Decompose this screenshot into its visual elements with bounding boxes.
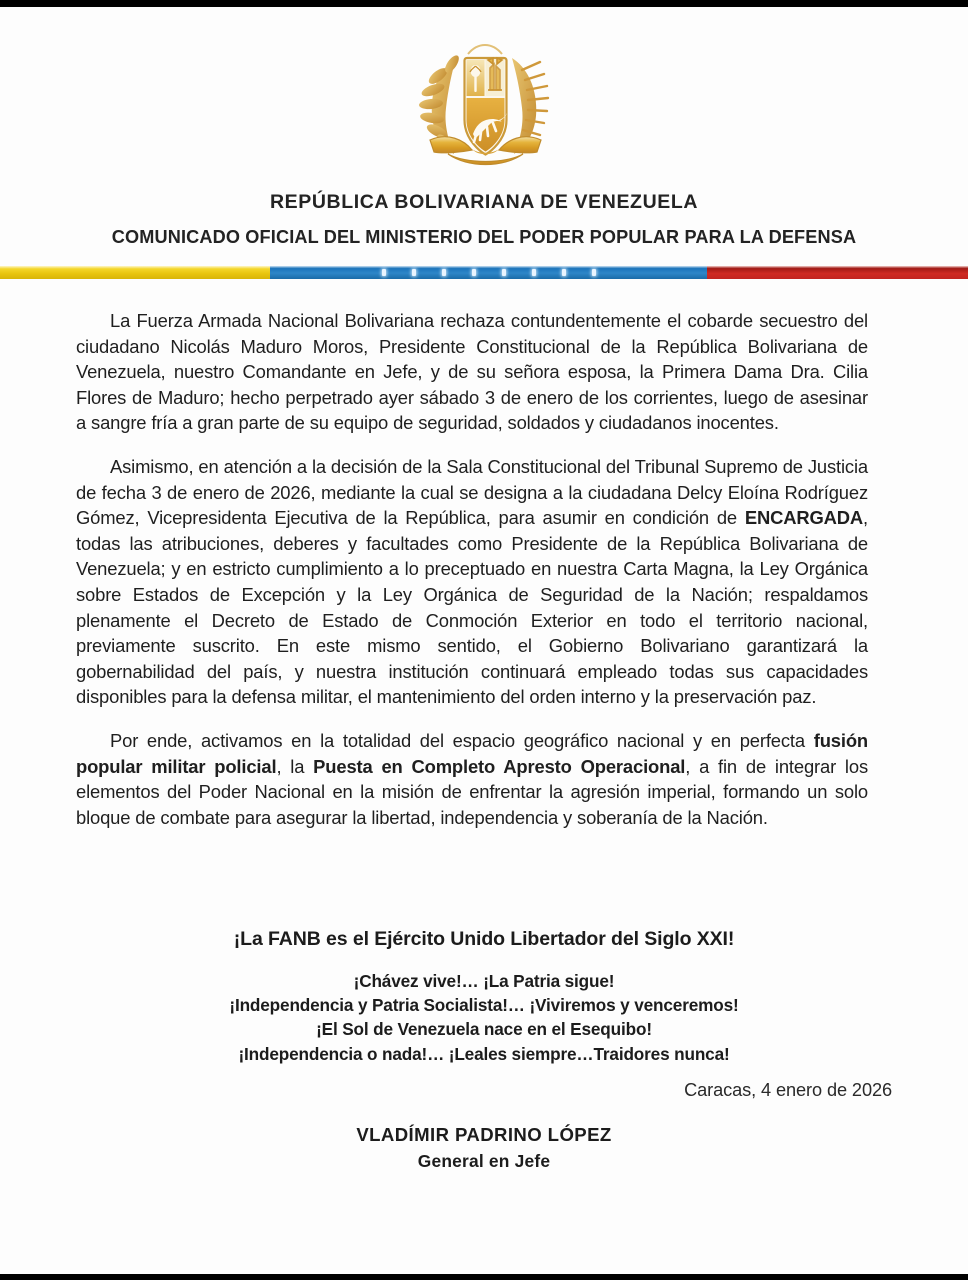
divider-segment-yellow [0,266,270,279]
star-icon [592,269,596,276]
slogan-list [0,969,968,1066]
slogan-line: ¡El Sol de Venezuela nace en el Esequibo! [316,1019,652,1040]
signatory-rank: General en Jefe [417,1151,551,1171]
divider-segment-red [707,266,968,279]
paragraph-2: Asimismo, en atención a la decisión de la Sala Constitucional del Tribunal Supremo de Justicia de fecha 3 de enero de 2026, mediante la cual se designa a la ciudadana Delcy Eloína Rodríguez Gómez, Vicepresidenta Ejecutiva de la República, para asumir en condición de ENCARGADA, todas las atribuciones, deberes y facultades como Presidente de la República Bolivariana de Venezuela; y en estricto cumplimiento a lo preceptuado en nuestra Carta Magna, la Ley Orgánica sobre Estados de Excepción y la Ley Orgánica de Seguridad de la Nación; respaldamos plenamente el Decreto de Estado de Conmoción Exterior en todo el territorio nacional, previamente suscrito. En este mismo sentido, el Gobierno Bolivariano garantizará la gobernabilidad del país, y nuestra institución continuará empleado todas sus capacidades disponibles para la defensa militar, el mantenimiento del orden interno y la preservación paz. [76,455,868,708]
emblem-container [0,28,968,185]
bottom-letterbox-bar [0,1274,968,1280]
star-icon [412,269,416,276]
slogan-line: ¡Independencia y Patria Socialista!… ¡Viviremos y venceremos! [229,995,739,1016]
place-and-date: Caracas, 4 enero de 2026 [684,1080,892,1100]
signature-block [0,1124,968,1172]
slogan-line: ¡Independencia o nada!… ¡Leales siempre…Traidores nunca! [238,1043,730,1064]
page-title: REPÚBLICA BOLIVARIANA DE VENEZUELA [269,191,699,213]
paragraph-1: La Fuerza Armada Nacional Bolivariana rechaza contundentemente el cobarde secuestro del ciudadano Nicolás Maduro Moros, Presidente Constitucional de la República Bolivariana de Venezuela, nuestro Comandante en Jefe, y de su señora esposa, la Primera Dama Dra. Cilia Flores de Maduro; hecho perpetrado ayer sábado 3 de enero de los corrientes, luego de asesinar a sangre fría a gran parte de su equipo de seguridad, soldados y ciudadanos inocentes. [76,310,868,434]
star-icon [442,269,446,276]
signatory-name: VLADÍMIR PADRINO LÓPEZ [356,1124,612,1145]
document-header [0,192,968,248]
star-icon [472,269,476,276]
slogan-headline: ¡La FANB es el Ejército Unido Libertador del Siglo XXI! [233,928,735,950]
paragraph-3: Por ende, activamos en la totalidad del espacio geográfico nacional y en perfecta fusión popular militar policial, la Puesta en Completo Apresto Operacional, a fin de integrar los elementos del Poder Nacional en la misión de enfrentar la agresión imperial, formando un solo bloque de combate para asegurar la libertad, independencia y soberanía de la Nación. [76,729,868,828]
star-icon [382,269,386,276]
document-body [76,308,868,830]
tricolor-divider [0,266,968,279]
document-subtitle: COMUNICADO OFICIAL DEL MINISTERIO DEL PODER POPULAR PARA LA DEFENSA [111,226,857,248]
divider-segment-blue [270,266,707,279]
star-icon [562,269,566,276]
slogan-line: ¡Chávez vive!… ¡La Patria sigue! [353,971,615,991]
venezuela-coat-of-arms-icon [410,28,558,180]
top-letterbox-bar [0,0,968,7]
star-icon [532,269,536,276]
star-icon [502,269,506,276]
